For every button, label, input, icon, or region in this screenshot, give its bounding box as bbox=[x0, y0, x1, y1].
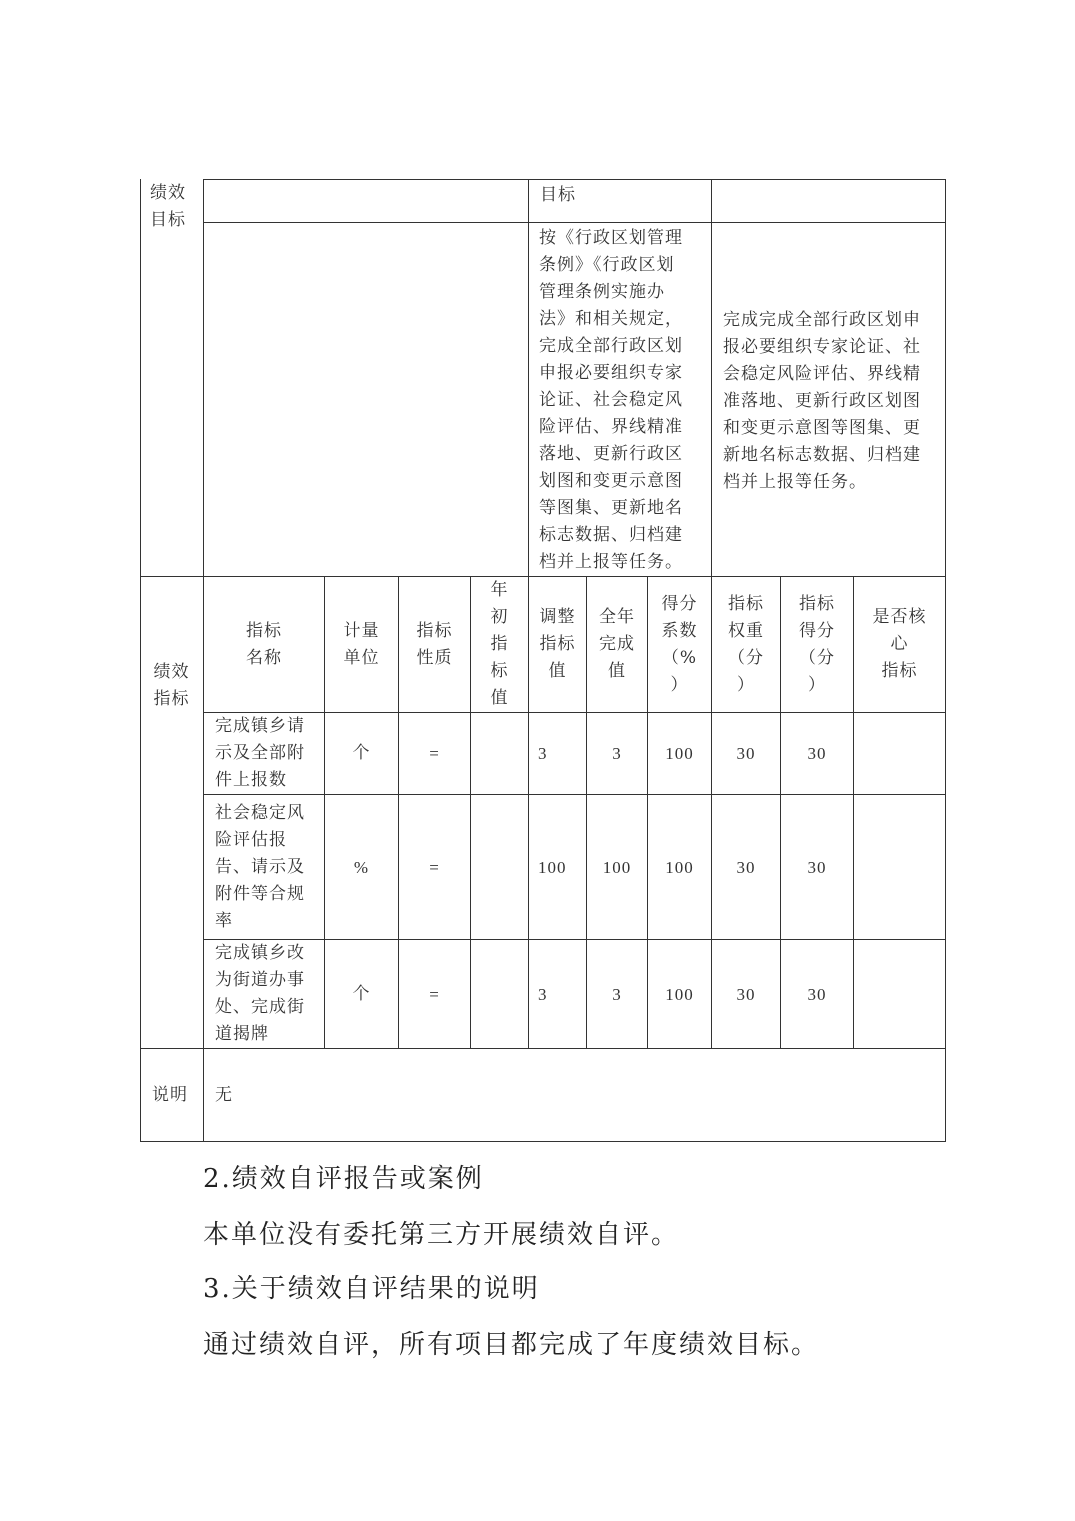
goal-section-label: 绩效 目标 bbox=[150, 183, 186, 230]
core-indicator bbox=[854, 713, 945, 794]
indicator-name: 完成镇乡请 示及全部附 件上报数 bbox=[215, 716, 305, 790]
indicator-unit: % bbox=[353, 857, 370, 877]
section-heading-self-evaluation-report: 2.绩效自评报告或案例 bbox=[203, 1164, 484, 1194]
header-initial-value: 年 初 指 标 值 bbox=[490, 580, 509, 708]
goal-target-text: 按《行政区划管理 条例》《行政区划 管理条例实施办 法》和相关规定， 完成全部行政区划 申报必要组织专家 论证、社会稳定风 险评估、界线精准 落地、更新行政区 划图和变更示意图 等图集、更新地名 标志数据、归档建 档并上报等任务。 bbox=[539, 228, 683, 572]
weight: 30 bbox=[736, 857, 756, 877]
indicator-nature: = bbox=[429, 744, 440, 763]
section-heading-result-explanation: 3.关于绩效自评结果的说明 bbox=[203, 1274, 540, 1304]
completed-value: 100 bbox=[602, 857, 632, 877]
weight: 30 bbox=[736, 744, 756, 763]
header-adjusted-value: 调整 指标 值 bbox=[539, 607, 576, 681]
score: 30 bbox=[807, 857, 827, 877]
core-indicator bbox=[854, 795, 945, 939]
adjusted-value: 3 bbox=[538, 744, 548, 763]
initial-value bbox=[471, 795, 528, 939]
score-coefficient: 100 bbox=[665, 744, 694, 763]
indicator-section-label: 绩效 指标 bbox=[153, 661, 190, 709]
initial-value bbox=[471, 940, 528, 1048]
score: 30 bbox=[807, 744, 827, 763]
header-unit: 计量 单位 bbox=[343, 620, 380, 668]
adjusted-value: 100 bbox=[538, 857, 567, 877]
header-score-coefficient: 得分 系数 （% ） bbox=[661, 593, 698, 695]
indicator-name: 社会稳定风 险评估报 告、请示及 附件等合规 率 bbox=[215, 802, 305, 931]
indicator-nature: = bbox=[429, 984, 440, 1004]
result-explanation-text: 通过绩效自评，所有项目都完成了年度绩效目标。 bbox=[203, 1330, 820, 1360]
indicator-nature: = bbox=[429, 857, 440, 877]
score-coefficient: 100 bbox=[665, 984, 694, 1004]
initial-value bbox=[471, 713, 528, 794]
adjusted-value: 3 bbox=[538, 984, 548, 1004]
indicator-unit: 个 bbox=[352, 983, 371, 1004]
header-completed-value: 全年 完成 值 bbox=[599, 607, 635, 681]
header-indicator-name: 指标 名称 bbox=[246, 620, 282, 668]
indicator-name: 完成镇乡改 为街道办事 处、完成街 道揭牌 bbox=[215, 943, 305, 1044]
score-coefficient: 100 bbox=[665, 857, 694, 877]
note-value: 无 bbox=[215, 1084, 233, 1105]
note-label: 说明 bbox=[152, 1084, 188, 1105]
header-nature: 指标 性质 bbox=[416, 620, 453, 668]
goal-target-header: 目标 bbox=[540, 185, 576, 205]
indicator-unit: 个 bbox=[352, 743, 371, 763]
header-core-indicator: 是否核 心 指标 bbox=[872, 607, 927, 681]
completed-value: 3 bbox=[612, 744, 622, 763]
core-indicator bbox=[854, 940, 945, 1048]
completed-value: 3 bbox=[612, 984, 622, 1004]
weight: 30 bbox=[736, 984, 756, 1004]
header-weight: 指标 权重 （分 ） bbox=[728, 593, 764, 695]
score: 30 bbox=[807, 984, 827, 1004]
self-evaluation-report-text: 本单位没有委托第三方开展绩效自评。 bbox=[203, 1220, 680, 1250]
goal-completion-text: 完成完成全部行政区划申 报必要组织专家论证、社 会稳定风险评估、界线精 准落地、更新行政区划图 和变更示意图等图集、更 新地名标志数据、归档建 档并上报等任务。 bbox=[723, 310, 921, 492]
header-score: 指标 得分 （分 ） bbox=[799, 593, 835, 695]
